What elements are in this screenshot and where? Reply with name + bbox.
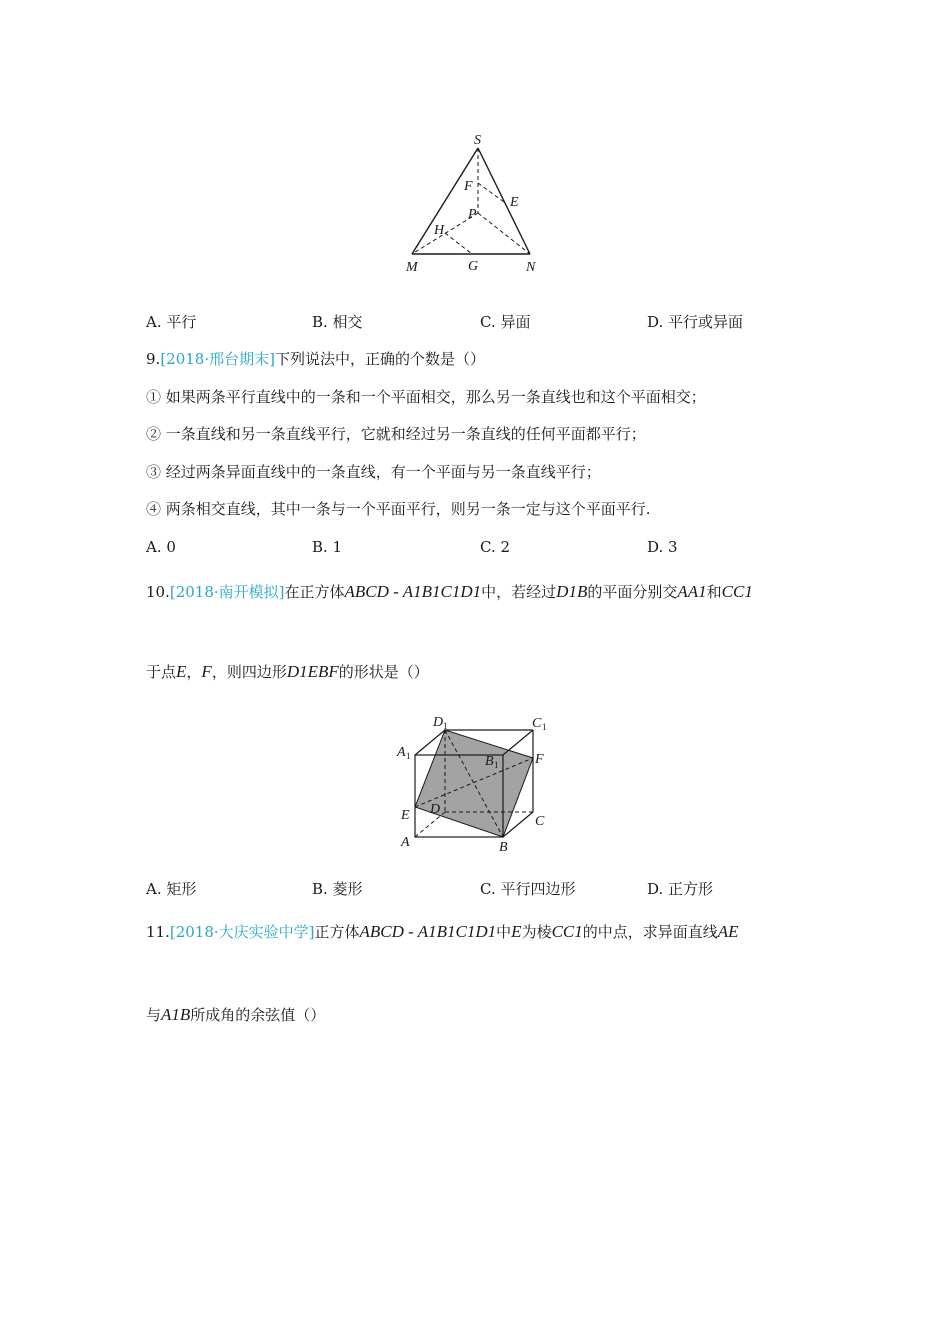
q10-source-tag: [2018·南开模拟] bbox=[169, 583, 285, 601]
label-G: G bbox=[468, 259, 479, 274]
q11-point-e: E bbox=[511, 922, 522, 941]
label-A1: A bbox=[397, 745, 406, 760]
q8-option-b[interactable]: B. 相交 bbox=[312, 313, 363, 331]
q9-statement-1: ① 如果两条平行直线中的一条和一个平面相交，那么另一条直线也和这个平面相交； bbox=[146, 388, 706, 406]
q11-source-tag: [2018·大庆实验中学] bbox=[169, 923, 315, 941]
label-D1: D bbox=[433, 715, 444, 730]
q10-quad: D1EBF bbox=[286, 662, 339, 681]
q9-statement-2: ② 一条直线和另一条直线平行，它就和经过另一条直线的任何平面都平行； bbox=[146, 425, 646, 443]
label-P: P bbox=[468, 207, 477, 222]
q8-option-c[interactable]: C. 异面 bbox=[480, 313, 531, 331]
q10-cube-name: ABCD - A1B1C1D1 bbox=[344, 582, 482, 601]
label-C: C bbox=[535, 814, 545, 829]
q9-question: 下列说法中，正确的个数是（） bbox=[274, 350, 485, 368]
q10-point-f: F bbox=[201, 662, 212, 681]
q10-point-e: E bbox=[176, 662, 187, 681]
label-B1-sub: 1 bbox=[494, 760, 499, 770]
label-A1-sub: 1 bbox=[406, 751, 411, 761]
q10-stem-line1 bbox=[146, 582, 753, 602]
label-A: A bbox=[401, 835, 410, 850]
q9-statement-4: ④ 两条相交直线，其中一条与一个平面平行，则另一条一定与这个平面平行. bbox=[146, 500, 651, 518]
q11-line-ae: AE bbox=[717, 922, 739, 941]
q11-text: 为棱 bbox=[521, 923, 552, 941]
q11-text: 所成角的余弦值（） bbox=[190, 1006, 326, 1024]
q11-stem-line1 bbox=[146, 922, 739, 942]
q11-number: 11. bbox=[146, 923, 170, 941]
q10-text: 于点 bbox=[146, 663, 177, 681]
q9-option-a[interactable]: A. 0 bbox=[146, 538, 176, 556]
q10-stem-line2 bbox=[146, 662, 429, 682]
q11-stem-line2 bbox=[146, 1005, 325, 1025]
figure-cube bbox=[395, 710, 555, 858]
label-B1: B bbox=[485, 754, 494, 769]
q8-option-a[interactable]: A. 平行 bbox=[146, 313, 197, 331]
q10-text: 中，若经过 bbox=[481, 583, 557, 601]
label-H: H bbox=[434, 223, 445, 238]
q10-text: ， bbox=[186, 663, 202, 681]
q11-text: 的中点，求异面直线 bbox=[582, 923, 718, 941]
q10-text: 和 bbox=[706, 583, 722, 601]
label-F: F bbox=[464, 179, 473, 194]
q10-option-d[interactable]: D. 正方形 bbox=[647, 880, 714, 898]
label-E: E bbox=[401, 808, 410, 823]
q10-text: 在正方体 bbox=[284, 583, 345, 601]
q10-option-c[interactable]: C. 平行四边形 bbox=[480, 880, 576, 898]
label-D1-sub: 1 bbox=[443, 721, 448, 731]
q11-cube-name: ABCD - A1B1C1D1 bbox=[359, 922, 497, 941]
figure-pyramid bbox=[400, 128, 550, 278]
label-C1-sub: 1 bbox=[542, 722, 547, 732]
q9-source-tag: [2018·邢台期末] bbox=[160, 350, 275, 368]
label-F: F bbox=[535, 752, 544, 767]
q10-edge-cc1: CC1 bbox=[721, 582, 753, 601]
q11-edge-cc1: CC1 bbox=[551, 922, 583, 941]
label-B: B bbox=[499, 840, 508, 855]
q8-option-d[interactable]: D. 平行或异面 bbox=[647, 313, 744, 331]
label-D: D bbox=[430, 802, 441, 817]
q9-option-b[interactable]: B. 1 bbox=[312, 538, 343, 556]
q10-option-b[interactable]: B. 菱形 bbox=[312, 880, 363, 898]
q11-text: 中 bbox=[496, 923, 512, 941]
q9-option-c[interactable]: C. 2 bbox=[480, 538, 511, 556]
q9-stem bbox=[146, 349, 485, 369]
label-S: S bbox=[474, 133, 481, 148]
q9-option-d[interactable]: D. 3 bbox=[647, 538, 678, 556]
label-N: N bbox=[526, 260, 536, 275]
label-E: E bbox=[510, 195, 519, 210]
q9-statement-3: ③ 经过两条异面直线中的一条直线，有一个平面与另一条直线平行； bbox=[146, 463, 601, 481]
q10-text: 的形状是（） bbox=[338, 663, 429, 681]
q10-text: 的平面分别交 bbox=[587, 583, 678, 601]
q10-edge-aa1: AA1 bbox=[677, 582, 707, 601]
q11-text: 与 bbox=[146, 1006, 162, 1024]
label-C1: C bbox=[532, 716, 542, 731]
q10-line-d1b: D1B bbox=[556, 582, 588, 601]
q11-line-a1b: A1B bbox=[161, 1005, 191, 1024]
label-M: M bbox=[406, 260, 418, 275]
q10-option-a[interactable]: A. 矩形 bbox=[146, 880, 197, 898]
q9-number: 9. bbox=[146, 350, 161, 368]
q11-text: 正方体 bbox=[314, 923, 360, 941]
q10-text: ，则四边形 bbox=[211, 663, 287, 681]
q10-number: 10. bbox=[146, 583, 170, 601]
